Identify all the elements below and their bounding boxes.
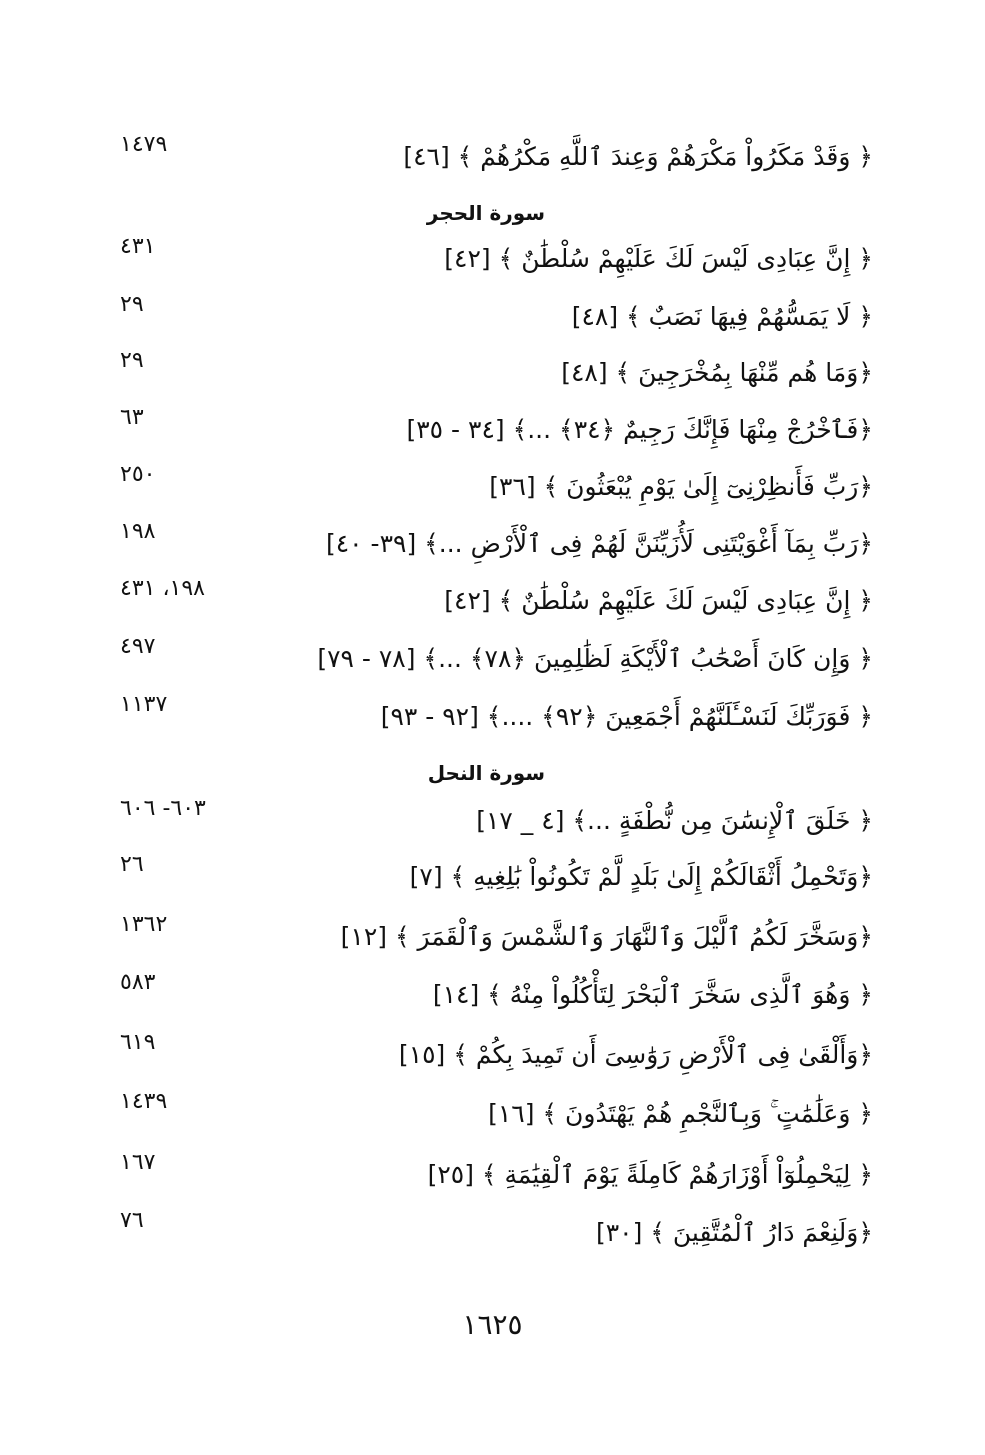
page-reference: ٤٣١ [120, 234, 156, 259]
index-entry [0, 519, 985, 577]
surah-heading-hijr: سورة الحجر [426, 201, 545, 225]
verse-text: ﴿ وَقَدْ مَكَرُواْ مَكْرَهُمْ وَعِندَ ٱللَّهِ مَكْرُهُمْ ﴾ [٤٦] [403, 142, 873, 171]
page-number: ١٦٢٥ [462, 1308, 523, 1341]
verse-text: ﴿رَبِّ بِمَآ أَغْوَيْتَنِى لَأُزَيِّنَنَّ لَهُمْ فِى ٱلْأَرْضِ ...﴾ [٣٩- ٤٠] [325, 529, 873, 558]
verse-text: ﴿وَأَلْقَىٰ فِى ٱلْأَرْضِ رَوَٰسِىَ أَن تَمِيدَ بِكُمْ ﴾ [١٥] [398, 1040, 873, 1069]
verse-text: ﴿وَمَا هُم مِّنْهَا بِمُخْرَجِينَ ﴾ [٤٨] [561, 358, 873, 387]
page-reference: ١٩٨ [120, 519, 156, 544]
index-entry [0, 234, 985, 292]
page-reference: ١٩٨، ٤٣١ [120, 576, 205, 601]
index-entry [0, 405, 985, 463]
surah-heading-nahl: سورة النحل [427, 761, 545, 785]
verse-text: ﴿رَبِّ فَأَنظِرْنِىٓ إِلَىٰ يَوْمِ يُبْعَثُونَ ﴾ [٣٦] [489, 472, 873, 501]
index-entry [0, 576, 985, 634]
index-entry [0, 852, 985, 910]
page-reference: ١٤٧٩ [120, 132, 168, 157]
page-reference: ١٣٦٢ [120, 912, 168, 937]
page-reference: ٦٣ [120, 405, 144, 430]
verse-text: ﴿ وَهُوَ ٱلَّذِى سَخَّرَ ٱلْبَحْرَ لِتَأْكُلُواْ مِنْهُ ﴾ [١٤] [432, 980, 873, 1009]
page-reference: ٢٦ [120, 852, 144, 877]
index-entry [0, 796, 985, 854]
verse-text: ﴿وَسَخَّرَ لَكُمُ ٱلَّيْلَ وَٱلنَّهَارَ وَٱلشَّمْسَ وَٱلْقَمَرَ ﴾ [١٢] [340, 922, 873, 951]
page-reference: ٦١٩ [120, 1030, 156, 1055]
index-entry [0, 1208, 985, 1266]
index-entry [0, 970, 985, 1028]
page-reference: ٢٥٠ [120, 462, 156, 487]
page-reference: ١٦٧ [120, 1150, 156, 1175]
page-reference: ٧٦ [120, 1208, 144, 1233]
page-reference: ٢٩ [120, 348, 144, 373]
verse-text: ﴿ إِنَّ عِبَادِى لَيْسَ لَكَ عَلَيْهِمْ سُلْطَٰنٌ ﴾ [٤٢] [444, 586, 873, 615]
verse-text: ﴿ وَعَلَٰمَٰتٍ ۚ وَبِٱلنَّجْمِ هُمْ يَهْتَدُونَ ﴾ [١٦] [488, 1099, 873, 1128]
index-entry [0, 692, 985, 750]
verse-text: ﴿فَٱخْرُجْ مِنْهَا فَإِنَّكَ رَجِيمٌ ﴿٣٤﴾ ...﴾ [٣٤ - ٣٥] [406, 415, 873, 444]
index-entry [0, 1150, 985, 1208]
index-entry [0, 462, 985, 520]
index-entry [0, 1030, 985, 1088]
index-entry [0, 912, 985, 970]
verse-text: ﴿وَلَنِعْمَ دَارُ ٱلْمُتَّقِينَ ﴾ [٣٠] [595, 1218, 873, 1247]
index-entry [0, 634, 985, 692]
verse-text: ﴿ لِيَحْمِلُوٓاْ أَوْزَارَهُمْ كَامِلَةً يَوْمَ ٱلْقِيَٰمَةِ ﴾ [٢٥] [427, 1160, 873, 1189]
index-entry [0, 348, 985, 406]
verse-text: ﴿وَتَحْمِلُ أَثْقَالَكُمْ إِلَىٰ بَلَدٍ لَّمْ تَكُونُواْ بَٰلِغِيهِ ﴾ [٧] [409, 862, 873, 891]
verse-text: ﴿ وَإِن كَانَ أَصْحَٰبُ ٱلْأَيْكَةِ لَظَٰلِمِينَ ﴿٧٨﴾ ...﴾ [٧٨ - ٧٩] [317, 644, 873, 673]
page-reference: ١١٣٧ [120, 692, 168, 717]
verse-text: ﴿ فَوَرَبِّكَ لَنَسْـَٔلَنَّهُمْ أَجْمَعِينَ ﴿٩٢﴾ ....﴾ [٩٢ - ٩٣] [380, 702, 873, 731]
verse-text: ﴿ إِنَّ عِبَادِى لَيْسَ لَكَ عَلَيْهِمْ سُلْطَٰنٌ ﴾ [٤٢] [444, 244, 873, 273]
index-entry [0, 132, 985, 190]
index-entry [0, 292, 985, 350]
verse-text: ﴿ خَلَقَ ٱلْإِنسَٰنَ مِن نُّطْفَةٍ ...﴾ [٤ _ ١٧] [476, 806, 873, 835]
page-reference: ٦٠٣- ٦٠٦ [120, 796, 206, 821]
page-reference: ١٤٣٩ [120, 1089, 168, 1114]
page-reference: ٢٩ [120, 292, 144, 317]
index-entry [0, 1089, 985, 1147]
verse-text: ﴿ لَا يَمَسُّهُمْ فِيهَا نَصَبٌ ﴾ [٤٨] [571, 302, 873, 331]
page-reference: ٤٩٧ [120, 634, 156, 659]
page-reference: ٥٨٣ [120, 970, 156, 995]
